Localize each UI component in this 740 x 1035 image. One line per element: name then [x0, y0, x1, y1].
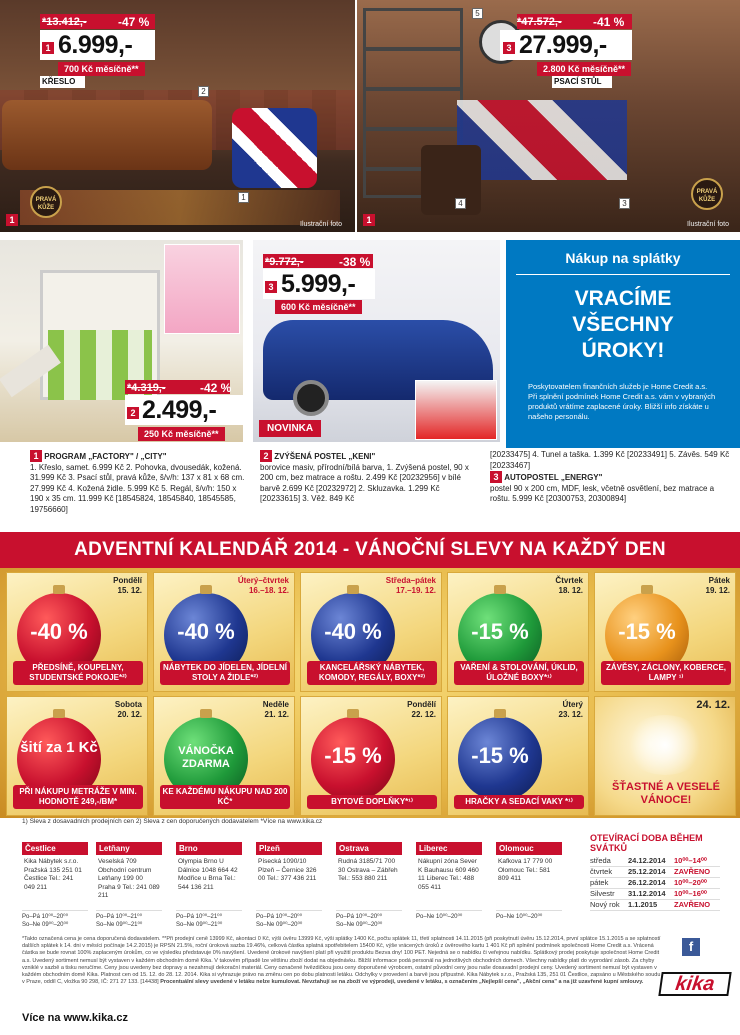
calendar-card — [300, 572, 442, 692]
store-hours: Po–Pá 10⁰⁰–20⁰⁰ — [256, 914, 302, 920]
calendar-card — [447, 696, 589, 816]
col3-text2: postel 90 x 200 cm, MDF, lesk, včetně osvětlení, bez matrace a roštu. 5.999 Kč [20300753, 20300894] — [490, 483, 715, 503]
union-jack-armchair — [232, 108, 317, 188]
card-date: 21. 12. — [264, 710, 289, 719]
financing-panel — [506, 240, 740, 448]
card-date: 23. 12. — [558, 710, 583, 719]
store-hours: So–Ne 09⁰⁰–20⁰⁰ — [336, 922, 383, 928]
callout-marker: 5 — [472, 8, 483, 19]
calendar-card — [594, 572, 736, 692]
card-discount: -40 % — [177, 619, 235, 644]
advent-calendar-title: ADVENTNÍ KALENDÁŘ 2014 - VÁNOČNÍ SLEVY NA KAŽDÝ DEN — [0, 532, 740, 568]
card-day: Sobota — [114, 700, 142, 709]
old-price: *47.572,- — [517, 16, 562, 28]
store-address: Písecká 1090/10 Plzeň – Černice 326 00 Tel.: 377 436 211 — [258, 858, 317, 882]
card-discount: šití za 1 Kč — [20, 739, 98, 756]
price: 5.999,- — [281, 270, 356, 298]
callout-marker: 1 — [238, 192, 249, 203]
store-name: Brno — [176, 842, 242, 855]
holiday-hours — [590, 833, 720, 911]
holiday-time: 10⁰⁰–20⁰⁰ — [674, 878, 707, 887]
callout-marker: 1 — [363, 214, 375, 226]
desk — [457, 100, 627, 180]
holiday-day: pátek — [590, 878, 609, 887]
store-hours: Po–Pá 10⁰⁰–20⁰⁰ — [336, 914, 382, 920]
card-discount: -15 % — [618, 619, 676, 644]
red-car-bed-thumbnail — [415, 380, 497, 440]
financing-text: Poskytovatelem finančních služeb je Home Credit a.s. Při splnění podmínek Home Credit a.s. vám v vybraných produktů vrátíme zaplacené úroky. Bližší info získáte u našeho personálu. — [528, 382, 716, 421]
holiday-time: 10⁰⁰–14⁰⁰ — [674, 856, 707, 865]
col1-num: 1 — [30, 450, 42, 462]
col3-num: 3 — [490, 471, 502, 483]
col3-title: AUTOPOSTEL „ENERGY" — [504, 473, 603, 482]
store-name: Plzeň — [256, 842, 322, 855]
store-name: Olomouc — [496, 842, 562, 855]
holiday-date: 31.12.2014 — [628, 889, 666, 898]
holiday-row — [590, 856, 720, 867]
card-label: KANCELÁŘSKÝ NÁBYTEK, KOMODY, REGÁLY, BOXY*²⁾ — [307, 661, 437, 685]
store-card — [256, 842, 322, 928]
callout-marker: 4 — [455, 198, 466, 209]
price: 27.999,- — [519, 31, 607, 59]
store-name: Ostrava — [336, 842, 402, 855]
card-day: 24. 12. — [696, 699, 730, 711]
col2-title: ZVÝŠENÁ POSTEL „KENI" — [274, 452, 376, 461]
card-day: Úterý–čtvrtek — [237, 576, 289, 585]
price: 6.999,- — [58, 31, 133, 59]
store-hours: Po–Ne 10⁰⁰–20⁰⁰ — [496, 914, 543, 920]
col1-text: 1. Křeslo, samet. 6.999 Kč 2. Pohovka, dvousedák, kožená. 31.999 Kč 3. Psací stůl, pravá kůže, š/v/h: 137 x 81 x 68 cm. 27.999 Kč 4. Kožená židle. 5.999 Kč 5. Regál, š/v/h: 150 x 190 x 35 cm. 11.999 Kč [18545824, 18545840, 18545585, 19756660] — [30, 462, 245, 514]
ornament-ball — [311, 717, 395, 801]
price: 2.499,- — [142, 396, 217, 424]
kika-logo: kika — [658, 972, 731, 996]
col3-text: [20233475] 4. Tunel a taška. 1.399 Kč [20233491] 5. Závěs. 549 Kč [20233467] — [490, 450, 730, 470]
discount-percent: -47 % — [118, 15, 150, 29]
description-col3 — [490, 450, 730, 505]
fine-print — [22, 936, 662, 986]
genuine-leather-badge: PRAVÁ KŮŽE — [691, 178, 723, 210]
kids-loft-bed-photo — [0, 240, 243, 442]
discount-percent: -38 % — [339, 255, 371, 269]
product-name: PSACÍ STŮL — [554, 77, 602, 86]
store-hours: Po–Pá 10⁰⁰–21⁰⁰ — [96, 914, 142, 920]
col2-num: 2 — [260, 450, 272, 462]
hero-photo-desk — [357, 0, 740, 232]
store-hours: So–Ne 09⁰⁰–20⁰⁰ — [256, 922, 303, 928]
card-label: HRAČKY A SEDACÍ VAKY *¹⁾ — [454, 795, 584, 809]
store-hours: So–Ne 09⁰⁰–21⁰⁰ — [96, 922, 143, 928]
store-name: Liberec — [416, 842, 482, 855]
store-address: Kafkova 17 779 00 Olomouc Tel.: 581 809 411 — [498, 858, 553, 882]
holiday-day: středa — [590, 856, 611, 865]
holiday-date: 1.1.2015 — [628, 900, 658, 909]
holiday-row — [590, 867, 720, 878]
card-date: 20. 12. — [117, 710, 142, 719]
footer-link[interactable]: Více na www.kika.cz — [22, 1012, 128, 1024]
store-hours: So–Ne 09⁰⁰–21⁰⁰ — [176, 922, 223, 928]
calendar-card — [447, 572, 589, 692]
card-date: 22. 12. — [411, 710, 436, 719]
fine-print-text: *Takto označená cena je cena doporučená dodavatelem. **Při prodejní ceně 13999 Kč, akontaci 0 Kč, výši úvěru 13999 Kč, výši splátky 1400 Kč, počtu splátek 11, třetí splatnosti 14.11.2015 (při poskytnutí úvěru 15.12.2014, první splátce 15.1.2015 a se splatností dalších splátek k 14. dni v měsíci počínaje 14.2.2015) je RPSN 21.5%, roční úroková sazba 19.46%, celková částka splatná spotřebitelem 15400 Kč, výše vrácených úroků z úvěrového kartu 1 401 Kč při splnění podmínek společnosti Home Credit a.s. Vrácená částka se bude rovnat 100% zaplaceným úrokům, co ve výsledku představuje 0% navýšení. Uvedené úrokové navýšení platí při využití produktu Bezva dny! 100 PET. Nejedná se o nabídku či veřejnou nabídku. Splátkový prodej poskytuje společnost Home Credit a.s. Uvedený sortiment nemusí být vystaven v každém obchodním domě Kika. V takovém případě lze většinu zboží dodat na objednávku. Bližší informace podá personál na jednotlivých obchodních domech. Všechny nabídky platí do vyprodání zásob. Za chyby vzniklé v sazbě a tisku neručíme. Ceny jsou uvedeny bez dopravy a nezahrnují dekorační materiál. Ceny označené hvězdičkou jsou ceny doporučené výrobcem, ostatní původní ceny jsou naše dosavadní prodejní ceny. Uvedený sortiment nemusí být vystaven v každém obchodním domě Kika. Platnost cen od 15. 12. do 28. 12. 2014. Kika si vyhrazuje právo na změnu cen po dobu platnosti letáku. Odchylky v provedení a barvě jsou přípustné. Kika Nábytek s.r.o., Pražská 135, 251 01 Čestlice, zapsáno u Městského soudu v Praze, oddíl C, vložka 90 298, IČ: 271 27 133. [14438] — [22, 936, 661, 986]
holiday-date: 26.12.2014 — [628, 878, 666, 887]
callout-marker: 3 — [619, 198, 630, 209]
fine-print-bold: Procentuální slevy uvedené v letáku nelze kumulovat. Nevztahují se na zboží ve výprodeji, uvedené v letáku, s označením „Nejlepší cena", „Akční cena" a na již uzavřené kupní smlouvy. — [160, 979, 644, 986]
store-card — [96, 842, 162, 928]
card-label: NÁBYTEK DO JÍDELEN, JÍDELNÍ STOLY A ŽIDLE*²⁾ — [160, 661, 290, 685]
discount-percent: -42 % — [200, 381, 232, 395]
description-col1 — [30, 450, 250, 515]
store-address: Olympia Brno U Dálnice 1048 664 42 Modřice u Brna Tel.: 544 136 211 — [178, 858, 238, 891]
holiday-day: Silvestr — [590, 889, 615, 898]
card-day: Čtvrtek — [555, 576, 583, 585]
store-card — [336, 842, 402, 928]
store-card — [176, 842, 242, 928]
leather-sofa — [2, 100, 212, 170]
calendar-card-christmas — [594, 696, 736, 816]
store-hours: Po–Ne 10⁰⁰–20⁰⁰ — [416, 914, 463, 920]
monthly-payment: 250 Kč měsíčně** — [138, 427, 225, 441]
monthly-payment: 700 Kč měsíčně** — [58, 62, 145, 76]
card-date: 18. 12. — [558, 586, 583, 595]
calendar-card — [6, 572, 148, 692]
product-name: KŘESLO — [42, 77, 76, 86]
card-day: Úterý — [562, 700, 583, 709]
holiday-day: Nový rok — [590, 900, 620, 909]
store-address: Kika Nábytek s.r.o. Pražská 135 251 01 Čestlice Tel.: 241 049 211 — [24, 858, 82, 891]
card-label: VAŘENÍ & STOLOVÁNÍ, ÚKLID, ÚLOŽNÉ BOXY*¹⁾ — [454, 661, 584, 685]
holiday-day: čtvrtek — [590, 867, 613, 876]
card-day: Středa–pátek — [385, 576, 436, 585]
store-hours: Po–Pá 10⁰⁰–21⁰⁰ — [176, 914, 222, 920]
card-greeting: ŠŤASTNÉ A VESELÉ VÁNOCE! — [612, 781, 720, 806]
holiday-time: ZAVŘENO — [674, 900, 711, 909]
discount-percent: -41 % — [593, 15, 625, 29]
hero-photo-armchair — [0, 0, 355, 232]
card-discount: -40 % — [30, 619, 88, 644]
description-col2 — [260, 450, 480, 505]
store-card — [416, 842, 482, 920]
card-label: KE KAŽDÉMU NÁKUPU NAD 200 KČ* — [160, 785, 290, 809]
col1-title: PROGRAM „FACTORY" / „CITY" — [44, 452, 167, 461]
store-list — [22, 830, 578, 926]
store-card — [496, 842, 562, 920]
store-address: Nákupní zóna Sever K Bauhausu 609 460 11 Liberec Tel.: 488 055 411 — [418, 858, 479, 891]
card-day: Pondělí — [407, 700, 436, 709]
store-card — [22, 842, 88, 928]
card-discount: VÁNOČKA ZDARMA — [178, 745, 234, 770]
calendar-card — [300, 696, 442, 816]
monthly-payment: 600 Kč měsíčně** — [275, 300, 362, 314]
financing-headline: VRACÍME VŠECHNY ÚROKY! — [572, 287, 674, 362]
financing-title: Nákup na splátky — [565, 250, 681, 266]
card-label: PŘI NÁKUPU METRÁŽE V MIN. HODNOTĚ 249,-/BM* — [13, 785, 143, 809]
holiday-title: OTEVÍRACÍ DOBA BĚHEM SVÁTKŮ — [590, 833, 703, 853]
card-discount: -15 % — [471, 619, 529, 644]
col2-text: borovice masiv, přírodní/bílá barva, 1. Zvýšená postel, 90 x 200 cm, bez matrace a roštu. 2.499 Kč [20232956] v bílé barvě 2.699 Kč [20232972] 2. Skluzavka. 1.299 Kč [20233615] 3. Věž. 849 Kč — [260, 462, 469, 503]
store-hours: Po–Pá 10⁰⁰–20⁰⁰ — [22, 914, 68, 920]
car-bed-photo — [253, 240, 500, 442]
calendar-card — [153, 696, 295, 816]
holiday-row — [590, 889, 720, 900]
leather-chair — [421, 145, 481, 215]
card-label: BYTOVÉ DOPLŇKY*¹⁾ — [307, 795, 437, 809]
callout-number: 3 — [265, 281, 277, 293]
discount-notes: 1) Sleva z dosavadních prodejních cen 2) Sleva z cen doporučených dodavatelem *Více na www.kika.cz — [22, 818, 323, 825]
christmas-lights — [625, 715, 705, 775]
advent-calendar — [0, 568, 740, 818]
store-address: Veselská 709 Obchodní centrum Letňany 199 00 Praha 9 Tel.: 241 089 211 — [98, 858, 160, 899]
callout-marker: 2 — [198, 86, 209, 97]
card-day: Pátek — [708, 576, 730, 585]
card-label: PŘEDSÍNĚ, KOUPELNY, STUDENTSKÉ POKOJE*²⁾ — [13, 661, 143, 685]
callout-number: 1 — [42, 42, 54, 54]
holiday-row — [590, 878, 720, 889]
card-date: 15. 12. — [117, 586, 142, 595]
card-day: Pondělí — [113, 576, 142, 585]
store-hours: So–Ne 09⁰⁰–20⁰⁰ — [22, 922, 69, 928]
old-price: *13.412,- — [42, 16, 87, 28]
card-date: 19. 12. — [705, 586, 730, 595]
calendar-card — [153, 572, 295, 692]
new-badge: NOVINKA — [259, 420, 321, 437]
store-name: Letňany — [96, 842, 162, 855]
holiday-date: 25.12.2014 — [628, 867, 666, 876]
callout-number: 3 — [503, 42, 515, 54]
holiday-time: 10⁰⁰–16⁰⁰ — [674, 889, 707, 898]
holiday-row — [590, 900, 720, 911]
card-day: Neděle — [262, 700, 289, 709]
store-name: Čestlice — [22, 842, 88, 855]
card-label: ZÁVĚSY, ZÁCLONY, KOBERCE, LAMPY ¹⁾ — [601, 661, 731, 685]
callout-marker: 1 — [6, 214, 18, 226]
pink-bed-thumbnail — [164, 244, 240, 334]
card-discount: -40 % — [324, 619, 382, 644]
card-discount: -15 % — [324, 743, 382, 768]
illustration-note: Ilustrační foto — [300, 221, 343, 228]
old-price: *9.772,- — [265, 256, 304, 268]
calendar-card — [6, 696, 148, 816]
old-price: *4.319,- — [127, 382, 166, 394]
genuine-leather-badge: PRAVÁ KŮŽE — [30, 186, 62, 218]
holiday-time: ZAVŘENO — [674, 867, 711, 876]
facebook-icon[interactable]: f — [682, 938, 700, 956]
monthly-payment: 2.800 Kč měsíčně** — [537, 62, 631, 76]
holiday-date: 24.12.2014 — [628, 856, 666, 865]
card-date: 16.–18. 12. — [248, 586, 289, 595]
callout-number: 2 — [127, 407, 139, 419]
card-date: 17.–19. 12. — [395, 586, 436, 595]
ornament-ball — [458, 717, 542, 801]
store-address: Rudná 3185/71 700 30 Ostrava – Zábřeh Tel.: 553 880 211 — [338, 858, 398, 882]
illustration-note: Ilustrační foto — [687, 221, 730, 228]
card-discount: -15 % — [471, 743, 529, 768]
